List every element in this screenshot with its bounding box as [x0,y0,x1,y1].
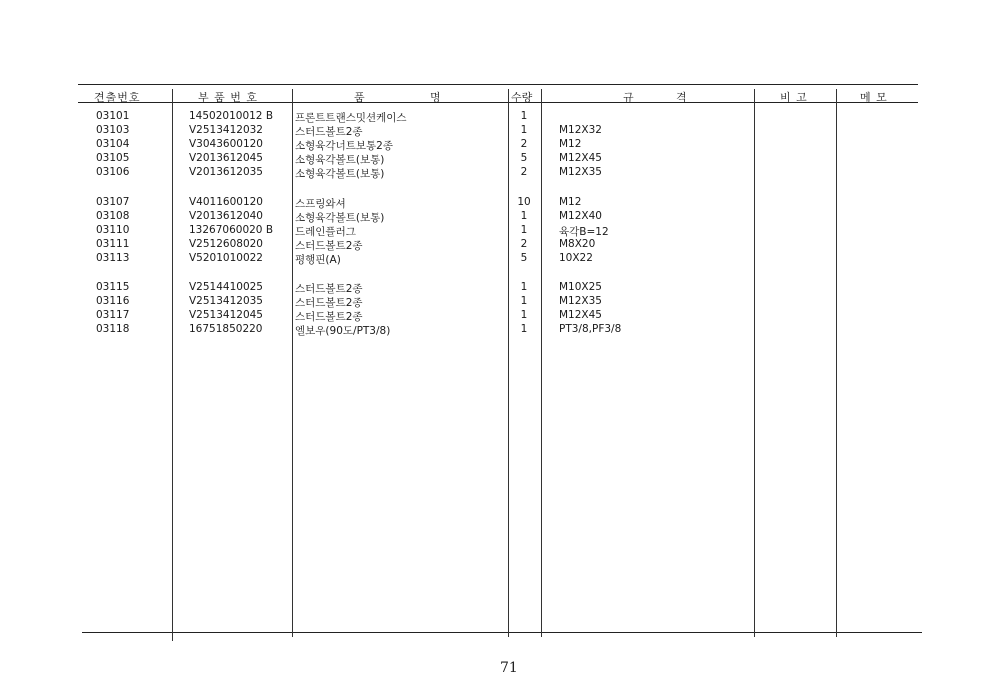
row-part-name: 프론트트랜스밋션케이스 [295,112,407,124]
header-part-no: 부 품 번 호 [198,91,258,104]
column-divider-1 [172,89,173,641]
header-memo: 메 모 [860,91,888,104]
row-part-number: 16751850220 [189,323,263,335]
row-part-number: V2513412035 [189,295,263,307]
row-part-name: 소형육각볼트(보통) [295,154,385,166]
row-quantity: 10 [517,196,531,208]
column-divider-4 [541,89,542,637]
row-part-name: 스터드볼트2종 [295,283,363,295]
row-quantity: 1 [520,309,528,321]
row-spec: M12X35 [559,166,602,178]
row-spec: M12X35 [559,295,602,307]
row-code: 03115 [96,281,130,293]
column-divider-5 [754,89,755,637]
row-part-number: V5201010022 [189,252,263,264]
row-part-name: 드레인플러그 [295,226,356,238]
row-spec: M12X40 [559,210,602,222]
header-name-part-a: 품 [354,91,366,104]
row-quantity: 2 [520,166,528,178]
row-part-number: V2013612040 [189,210,263,222]
page-number: 71 [500,660,518,676]
row-code: 03104 [96,138,130,150]
header-remark: 비 고 [780,91,808,104]
row-spec: 육각B=12 [559,226,609,238]
row-spec: M12 [559,196,582,208]
row-code: 03103 [96,124,130,136]
row-code: 03113 [96,252,130,264]
row-part-name: 스프링와셔 [295,198,346,210]
row-quantity: 1 [520,210,528,222]
row-quantity: 1 [520,295,528,307]
row-code: 03118 [96,323,130,335]
row-spec: M12 [559,138,582,150]
row-part-name: 소형육각볼트(보통) [295,212,385,224]
row-part-name: 스터드볼트2종 [295,126,363,138]
row-spec: PT3/8,PF3/8 [559,323,622,335]
row-part-number: V2512608020 [189,238,263,250]
row-spec: M12X32 [559,124,602,136]
row-quantity: 5 [520,252,528,264]
row-code: 03117 [96,309,130,321]
column-divider-2 [292,89,293,637]
row-part-number: V2513412032 [189,124,263,136]
row-part-number: V4011600120 [189,196,263,208]
header-code: 견출번호 [94,91,141,104]
row-spec: M10X25 [559,281,602,293]
row-code: 03106 [96,166,130,178]
row-spec: M8X20 [559,238,596,250]
row-part-number: V2013612035 [189,166,263,178]
row-part-name: 스터드볼트2종 [295,311,363,323]
header-top-rule [78,84,918,85]
row-code: 03101 [96,110,130,122]
row-code: 03110 [96,224,130,236]
row-quantity: 1 [520,323,528,335]
header-spec-part-b: 격 [676,91,688,104]
column-divider-6 [836,89,837,637]
row-part-name: 엘보우(90도/PT3/8) [295,325,391,337]
row-part-name: 스터드볼트2종 [295,297,363,309]
row-part-number: V3043600120 [189,138,263,150]
header-qty: 수량 [511,91,533,104]
row-part-name: 소형육각볼트(보통) [295,168,385,180]
row-code: 03107 [96,196,130,208]
row-quantity: 1 [520,224,528,236]
row-part-number: V2514410025 [189,281,263,293]
row-part-number: 13267060020 B [189,224,274,236]
row-code: 03108 [96,210,130,222]
row-part-name: 스터드볼트2종 [295,240,363,252]
row-quantity: 2 [520,138,528,150]
row-spec: M12X45 [559,152,602,164]
row-part-name: 평행핀(A) [295,254,341,266]
row-spec: M12X45 [559,309,602,321]
row-part-number: V2513412045 [189,309,263,321]
row-quantity: 5 [520,152,528,164]
row-quantity: 1 [520,124,528,136]
row-part-name: 소형육각너트보통2종 [295,140,393,152]
row-code: 03116 [96,295,130,307]
row-part-number: 14502010012 B [189,110,274,122]
row-spec: 10X22 [559,252,593,264]
row-quantity: 1 [520,281,528,293]
row-code: 03105 [96,152,130,164]
header-spec-part-a: 규 [623,91,635,104]
row-code: 03111 [96,238,130,250]
header-name-part-b: 명 [430,91,442,104]
table-bottom-rule [82,632,922,633]
row-part-number: V2013612045 [189,152,263,164]
row-quantity: 1 [520,110,528,122]
row-quantity: 2 [520,238,528,250]
